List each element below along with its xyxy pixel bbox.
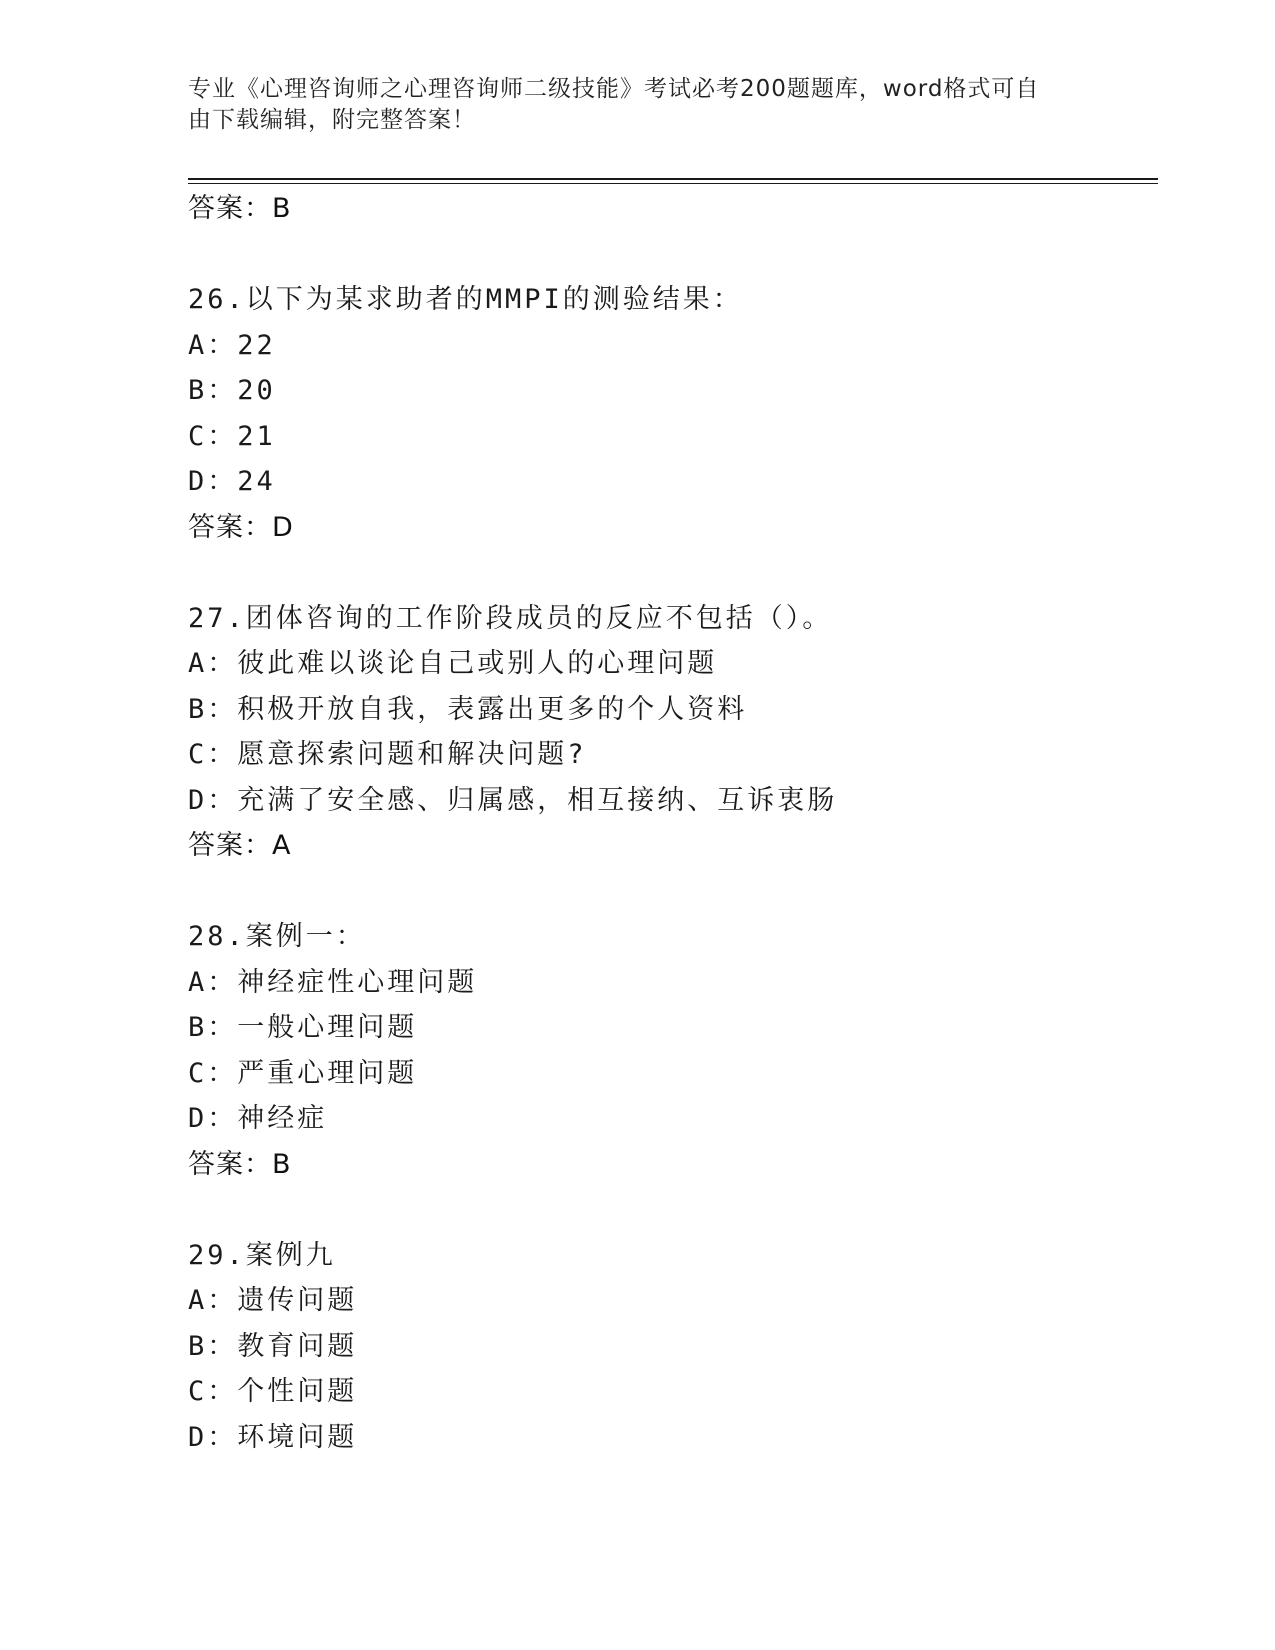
answer-25: 答案：B — [188, 193, 292, 224]
question-27-answer: 答案：A — [188, 830, 292, 861]
header-rule-thin — [188, 183, 1158, 184]
question-27-stem: 27.团体咨询的工作阶段成员的反应不包括（）。 — [188, 602, 833, 634]
spacer — [188, 869, 1148, 915]
question-29-option-b: B：教育问题 — [188, 1330, 358, 1362]
question-27-option-c: C：愿意探索问题和解决问题? — [188, 739, 587, 770]
question-27-option-d: D：充满了安全感、归属感，相互接纳、互诉衷肠 — [188, 784, 838, 816]
question-28-option-b: B：一般心理问题 — [188, 1012, 418, 1043]
question-29-option-c: C：个性问题 — [188, 1376, 358, 1407]
question-29-option-d: D：环境问题 — [188, 1421, 358, 1453]
question-28-stem: 28.案例一： — [188, 921, 366, 952]
page-header — [188, 74, 1078, 136]
question-28-option-d: D：神经症 — [188, 1103, 328, 1134]
question-28-answer: 答案：B — [188, 1148, 292, 1180]
question-list — [188, 186, 1148, 1460]
header-line-1: 专业《心理咨询师之心理咨询师二级技能》考试必考200题题库，word格式可自 — [188, 76, 1040, 102]
question-26-answer: 答案：D — [188, 511, 294, 543]
header-line-2: 由下载编辑，附完整答案！ — [188, 107, 476, 133]
question-27-option-b: B：积极开放自我，表露出更多的个人资料 — [188, 693, 748, 725]
question-27-option-a: A：彼此难以谈论自己或别人的心理问题 — [188, 648, 718, 679]
question-29-option-a: A：遗传问题 — [188, 1285, 358, 1316]
spacer — [188, 1187, 1148, 1233]
question-28-option-a: A：神经症性心理问题 — [188, 966, 478, 998]
question-26-option-a: A：22 — [188, 329, 276, 361]
question-29-stem: 29.案例九 — [188, 1239, 336, 1271]
question-28-option-c: C：严重心理问题 — [188, 1057, 418, 1089]
spacer — [188, 550, 1148, 596]
question-26-option-d: D：24 — [188, 466, 276, 497]
header-rule-thick — [188, 178, 1158, 180]
question-26-stem: 26.以下为某求助者的MMPI的测验结果： — [188, 284, 743, 315]
question-26-option-c: C：21 — [188, 420, 276, 452]
spacer — [188, 232, 1148, 278]
question-26-option-b: B：20 — [188, 375, 276, 406]
